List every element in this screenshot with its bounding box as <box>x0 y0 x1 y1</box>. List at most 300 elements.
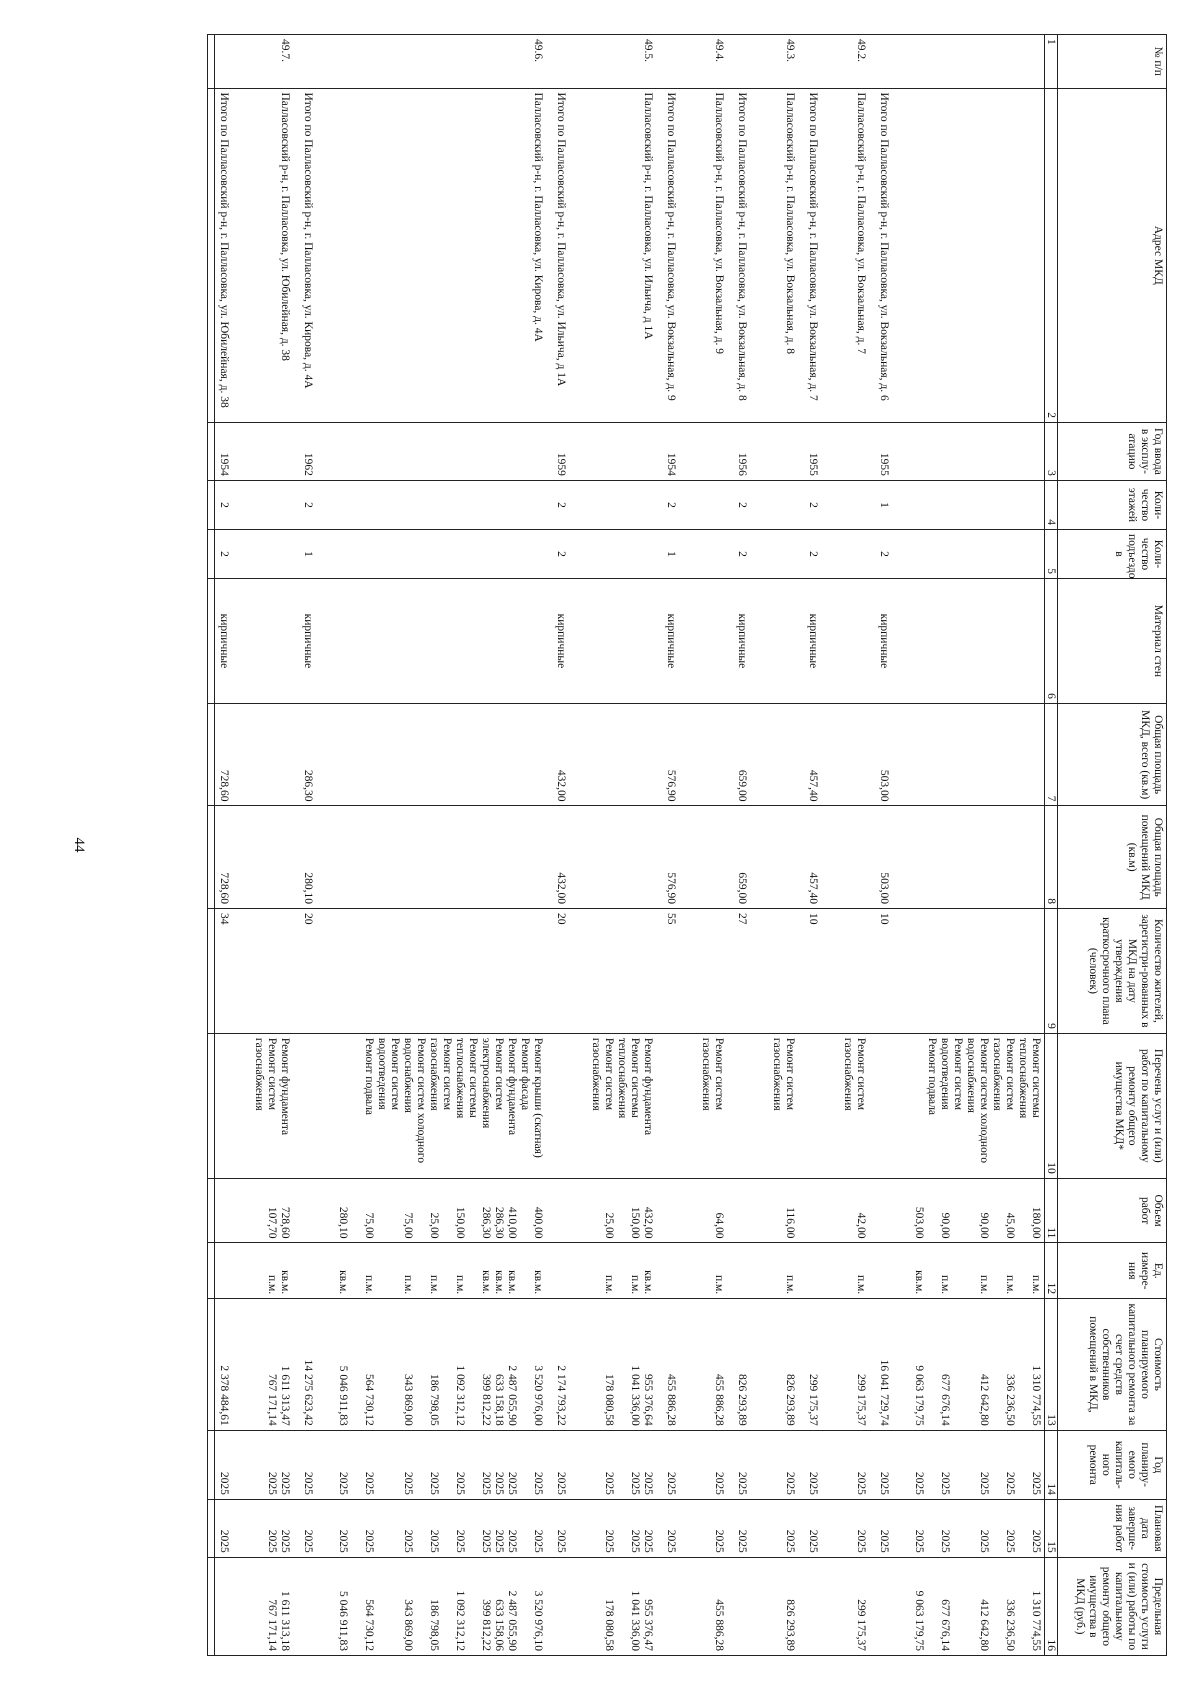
spacer-cell <box>798 1243 804 1299</box>
wall-material-cell: кирпичные <box>662 579 691 704</box>
spacer-cell <box>798 422 804 480</box>
cell-line: 2025 <box>807 1529 819 1553</box>
spacer-cell <box>244 1499 250 1557</box>
cell-line: 826 293,89 <box>784 1599 796 1651</box>
work-volume-cell <box>250 1178 293 1243</box>
cell-line: 2025 <box>1030 1471 1042 1495</box>
row-number <box>552 35 581 89</box>
spacer-cell <box>904 1299 910 1431</box>
planned-cost-cell <box>334 1299 546 1431</box>
spacer-cell <box>208 806 215 909</box>
column-number: 9 <box>1045 909 1058 1034</box>
address-cell <box>910 88 1045 422</box>
cell-line: 286,30 <box>493 1206 505 1239</box>
column-number: 14 <box>1045 1430 1058 1499</box>
spacer-cell <box>904 529 910 578</box>
limit-cost-cell <box>552 1557 581 1655</box>
cell-line: 299 175,37 <box>855 1599 867 1651</box>
year-built-cell: 1954 <box>215 422 245 480</box>
rooms-area-cell <box>910 806 1045 909</box>
cell-line: 2025 <box>642 1529 654 1553</box>
cell-line: 2025 <box>279 1471 291 1495</box>
entrances-cell <box>334 529 546 578</box>
spacer-cell <box>581 529 587 578</box>
spacer-cell <box>208 88 215 422</box>
spacer-cell <box>798 579 804 704</box>
row-number: 49.3. <box>768 35 798 89</box>
limit-cost-cell <box>697 1557 727 1655</box>
spacer-cell <box>244 88 250 422</box>
spacer-cell <box>208 579 215 704</box>
column-number: 15 <box>1045 1499 1058 1557</box>
cell-line: 14 275 623,42 <box>302 1359 314 1426</box>
spacer-cell <box>904 1178 910 1243</box>
cell-line: кв.м. <box>506 1270 518 1295</box>
spacer-cell <box>798 1033 804 1178</box>
cell-line: 2025 <box>784 1471 796 1495</box>
planned-cost-cell <box>733 1299 762 1431</box>
spacer-cell <box>328 1557 334 1655</box>
column-number: 1 <box>1045 35 1058 89</box>
cell-line: 2025 <box>337 1471 349 1495</box>
rooms-area-cell <box>697 806 727 909</box>
spacer-cell <box>328 909 334 1034</box>
spacer-cell <box>244 1243 250 1299</box>
spacer-cell <box>656 529 662 578</box>
work-type-cell <box>839 1033 869 1178</box>
spacer-cell <box>762 579 768 704</box>
work-type-cell <box>215 1033 245 1178</box>
limit-cost-cell <box>587 1557 656 1655</box>
cell-line: 2025 <box>913 1529 925 1553</box>
year-built-cell <box>250 422 293 480</box>
spacer-cell <box>244 1430 250 1499</box>
spacer-cell <box>656 1033 662 1178</box>
spacer-cell <box>869 480 875 529</box>
column-number: 8 <box>1045 806 1058 909</box>
cell-line: 2025 <box>855 1529 867 1553</box>
year-built-cell <box>697 422 727 480</box>
cell-line: п.м. <box>363 1274 375 1295</box>
cell-line: кв.м. <box>913 1270 925 1295</box>
entrances-cell: 2 <box>875 529 904 578</box>
spacer-cell <box>762 703 768 806</box>
floors-cell <box>697 480 727 529</box>
total-area-cell: 576,90 <box>662 703 691 806</box>
table-row <box>768 35 798 1656</box>
spacer-cell <box>727 35 733 89</box>
total-area-cell: 432,00 <box>552 703 581 806</box>
spacer-cell <box>581 88 587 422</box>
completion-year-cell <box>662 1499 691 1557</box>
cell-line: 2025 <box>532 1471 544 1495</box>
rooms-area-cell: 659,00 <box>733 806 762 909</box>
row-number: 49.5. <box>587 35 656 89</box>
cell-line: 767 171,14 <box>266 1599 278 1651</box>
cell-line: 2025 <box>402 1529 414 1553</box>
spacer-cell <box>656 703 662 806</box>
work-type-cell <box>733 1033 762 1178</box>
spacer-cell <box>293 422 299 480</box>
spacer-cell <box>328 579 334 704</box>
spacer-cell <box>904 1430 910 1499</box>
rotated-landscape-sheet <box>45 34 1167 1656</box>
spacer-cell <box>869 1499 875 1557</box>
wall-material-cell: кирпичные <box>875 579 904 704</box>
completion-year-cell <box>875 1499 904 1557</box>
cell-line: 3 520 976,00 <box>532 1365 544 1426</box>
unit-cell <box>875 1243 904 1299</box>
spacer-cell <box>656 806 662 909</box>
residents-cell <box>250 909 293 1034</box>
floors-cell: 2 <box>662 480 691 529</box>
residents-cell: 34 <box>215 909 245 1034</box>
spacer-cell <box>869 1033 875 1178</box>
rooms-area-cell <box>839 806 869 909</box>
spacer-cell <box>798 703 804 806</box>
spacer-cell <box>656 1178 662 1243</box>
year-built-cell: 1954 <box>662 422 691 480</box>
work-volume-cell <box>215 1178 245 1243</box>
address-cell: Палласовский р-н, г. Палласовка, ул. Вокзальная, д. 8 <box>768 88 798 422</box>
spacer-cell <box>833 35 839 89</box>
cell-line: 1 611 313,47 <box>279 1365 291 1426</box>
cell-line: 25,00 <box>603 1212 615 1239</box>
cell-line: 955 376,64 <box>642 1373 654 1426</box>
spacer-cell <box>328 1430 334 1499</box>
cell-line: 2025 <box>454 1529 466 1553</box>
entrances-cell <box>839 529 869 578</box>
cell-line: п.м. <box>939 1274 951 1295</box>
spacer-cell <box>869 529 875 578</box>
column-number: 5 <box>1045 529 1058 578</box>
cell-line: 2 378 484,61 <box>218 1365 230 1426</box>
column-header: Коли-чество подъездо в <box>1058 529 1167 578</box>
cell-line: 2025 <box>713 1471 725 1495</box>
spacer-cell <box>581 1430 587 1499</box>
cell-line: 2025 <box>629 1471 641 1495</box>
unit-cell <box>733 1243 762 1299</box>
spacer-cell <box>546 1499 552 1557</box>
column-number: 7 <box>1045 703 1058 806</box>
cell-line: 2025 <box>878 1529 890 1553</box>
column-header: Адрес МКД <box>1058 88 1167 422</box>
spacer-cell <box>691 909 697 1034</box>
entrances-cell <box>250 529 293 578</box>
spacer-cell <box>904 1033 910 1178</box>
spacer-cell <box>762 1033 768 1178</box>
table-body <box>208 35 1045 1656</box>
row-number <box>733 35 762 89</box>
spacer-cell <box>656 1243 662 1299</box>
spacer-cell <box>293 1430 299 1499</box>
cell-line: 2025 <box>603 1529 615 1553</box>
spacer-cell <box>546 35 552 89</box>
spacer-cell <box>581 35 587 89</box>
unit-cell <box>552 1243 581 1299</box>
row-number: 49.4. <box>697 35 727 89</box>
spacer-cell <box>581 1178 587 1243</box>
work-type-cell <box>697 1033 727 1178</box>
cell-line: 2025 <box>480 1471 492 1495</box>
spacer-cell <box>581 1033 587 1178</box>
residents-cell <box>587 909 656 1034</box>
cell-line: Ремонт системы теплоснабжения <box>1017 1037 1042 1119</box>
cell-line: п.м. <box>713 1274 725 1295</box>
year-built-cell: 1959 <box>552 422 581 480</box>
spacer-cell <box>691 1299 697 1431</box>
work-volume-cell <box>910 1178 1045 1243</box>
planned-cost-cell <box>299 1299 328 1431</box>
plan-year-cell <box>215 1430 245 1499</box>
spacer-cell <box>727 1243 733 1299</box>
table-row <box>839 35 869 1656</box>
row-spacer <box>798 35 804 1656</box>
spacer-cell <box>727 480 733 529</box>
spacer-cell <box>546 88 552 422</box>
cell-line: п.м. <box>266 1274 278 1295</box>
spacer-cell <box>293 1178 299 1243</box>
row-spacer <box>691 35 697 1656</box>
planned-cost-cell <box>839 1299 869 1431</box>
limit-cost-cell <box>662 1557 691 1655</box>
cell-line: 2025 <box>555 1529 567 1553</box>
total-area-cell: 659,00 <box>733 703 762 806</box>
total-area-cell: 728,60 <box>215 703 245 806</box>
floors-cell <box>839 480 869 529</box>
cell-line: 2025 <box>279 1529 291 1553</box>
spacer-cell <box>208 909 215 1034</box>
planned-cost-cell <box>552 1299 581 1431</box>
entrances-cell: 1 <box>299 529 328 578</box>
column-header: Общая площадь МКД, всего (кв.м) <box>1058 703 1167 806</box>
spacer-cell <box>244 909 250 1034</box>
cell-line: 2025 <box>939 1529 951 1553</box>
cell-line: 2025 <box>266 1471 278 1495</box>
cell-line: 1 092 312,12 <box>454 1365 466 1426</box>
spacer-cell <box>691 1430 697 1499</box>
spacer-cell <box>762 1299 768 1431</box>
spacer-cell <box>727 1033 733 1178</box>
work-volume-cell <box>552 1178 581 1243</box>
spacer-cell <box>833 480 839 529</box>
spacer-cell <box>208 1430 215 1499</box>
cell-line: 1 092 312,12 <box>454 1590 466 1651</box>
spacer-cell <box>546 1243 552 1299</box>
spacer-cell <box>546 703 552 806</box>
cell-line: 178 080,58 <box>603 1373 615 1426</box>
spacer-cell <box>762 422 768 480</box>
cell-line: 186 798,05 <box>428 1599 440 1651</box>
work-volume-cell <box>662 1178 691 1243</box>
cell-line: Ремонт систем газоснабжения <box>700 1037 725 1111</box>
spacer-cell <box>869 35 875 89</box>
spacer-cell <box>691 806 697 909</box>
planned-cost-cell <box>768 1299 798 1431</box>
plan-year-cell <box>768 1430 798 1499</box>
cell-line: Ремонт фундамента <box>506 1037 518 1136</box>
spacer-cell <box>208 529 215 578</box>
row-number <box>804 35 833 89</box>
cell-line: 2025 <box>337 1529 349 1553</box>
cell-line: 2025 <box>363 1471 375 1495</box>
spacer-cell <box>869 703 875 806</box>
cell-line: 2025 <box>978 1471 990 1495</box>
plan-year-cell <box>697 1430 727 1499</box>
address-cell: Палласовский р-н, г. Палласовка, ул. Юбилейная, д. 38 <box>250 88 293 422</box>
cell-line: п.м. <box>428 1274 440 1295</box>
spacer-cell <box>656 1430 662 1499</box>
spacer-cell <box>833 806 839 909</box>
cell-line: Ремонт систем газоснабжения <box>842 1037 867 1111</box>
spacer-cell <box>293 529 299 578</box>
cell-line: Ремонт систем газоснабжения <box>991 1037 1016 1111</box>
spacer-cell <box>727 422 733 480</box>
spacer-cell <box>727 579 733 704</box>
spacer-cell <box>581 422 587 480</box>
wall-material-cell <box>334 579 546 704</box>
column-number: 11 <box>1045 1178 1058 1243</box>
year-built-cell: 1962 <box>299 422 328 480</box>
spacer-cell <box>762 806 768 909</box>
cell-line: Ремонт системы теплоснабжения <box>616 1037 641 1119</box>
plan-year-cell <box>587 1430 656 1499</box>
residents-cell: 10 <box>804 909 833 1034</box>
work-type-cell <box>334 1033 546 1178</box>
year-built-cell <box>334 422 546 480</box>
total-area-cell: 457,40 <box>804 703 833 806</box>
cell-line: Ремонт систем холодного водоснабжения <box>965 1037 990 1163</box>
cell-line: 400,00 <box>532 1206 544 1239</box>
spacer-cell <box>904 579 910 704</box>
spacer-cell <box>833 1430 839 1499</box>
column-header: Предельная стоимость услуги и (или) работы по капитальному ремонту общего имущества в МКД (руб.) <box>1058 1557 1167 1655</box>
table-row <box>334 35 546 1656</box>
entrances-cell: 2 <box>552 529 581 578</box>
spacer-cell <box>293 703 299 806</box>
rooms-area-cell <box>768 806 798 909</box>
cell-line: 2025 <box>454 1471 466 1495</box>
spacer-cell <box>762 35 768 89</box>
cell-line: 5 046 911,83 <box>337 1591 349 1651</box>
spacer-cell <box>208 422 215 480</box>
rooms-area-cell: 280,10 <box>299 806 328 909</box>
work-volume-cell <box>839 1178 869 1243</box>
spacer-cell <box>293 480 299 529</box>
completion-year-cell <box>910 1499 1045 1557</box>
spacer-cell <box>656 480 662 529</box>
residents-cell <box>839 909 869 1034</box>
total-area-cell: 503,00 <box>875 703 904 806</box>
rooms-area-cell <box>250 806 293 909</box>
spacer-cell <box>904 88 910 422</box>
cell-line: 343 869,00 <box>402 1599 414 1651</box>
entrances-cell <box>587 529 656 578</box>
address-cell: Итого по Палласовский р-н, г. Палласовка, ул. Кирова, д. 4А <box>299 88 328 422</box>
spacer-cell <box>691 88 697 422</box>
address-cell: Итого по Палласовский р-н, г. Палласовка, ул. Вокзальная, д. 7 <box>804 88 833 422</box>
cell-line: 286,30 <box>480 1206 492 1239</box>
entrances-cell: 2 <box>733 529 762 578</box>
cell-line: 564 730,12 <box>363 1373 375 1426</box>
spacer-cell <box>833 579 839 704</box>
cell-line: 178 080,58 <box>603 1599 615 1651</box>
plan-year-cell <box>839 1430 869 1499</box>
total-area-cell <box>334 703 546 806</box>
cell-line: п.м. <box>454 1274 466 1295</box>
column-header: Год ввода в эксплу-атацию <box>1058 422 1167 480</box>
cell-line: 826 293,89 <box>736 1373 748 1426</box>
spacer-cell <box>546 579 552 704</box>
row-number: 49.6. <box>334 35 546 89</box>
table-row <box>697 35 727 1656</box>
residents-cell: 20 <box>552 909 581 1034</box>
spacer-cell <box>546 480 552 529</box>
completion-year-cell <box>334 1499 546 1557</box>
spacer-cell <box>762 909 768 1034</box>
rooms-area-cell <box>334 806 546 909</box>
spacer-cell <box>691 1033 697 1178</box>
column-number-row <box>1045 35 1058 1656</box>
limit-cost-cell <box>299 1557 328 1655</box>
spacer-cell <box>293 1557 299 1655</box>
cell-line: 2025 <box>913 1471 925 1495</box>
residents-cell: 10 <box>875 909 904 1034</box>
cell-line: 150,00 <box>629 1206 641 1239</box>
spacer-cell <box>691 1178 697 1243</box>
spacer-cell <box>328 88 334 422</box>
plan-year-cell <box>804 1430 833 1499</box>
spacer-cell <box>546 806 552 909</box>
cell-line: Ремонт систем холодного водоснабжения <box>402 1037 427 1163</box>
address-cell: Итого по Палласовский р-н, г. Палласовка, ул. Вокзальная, д. 8 <box>733 88 762 422</box>
column-number: 2 <box>1045 88 1058 422</box>
address-cell: Палласовский р-н, г. Палласовка, ул. Вокзальная, д. 7 <box>839 88 869 422</box>
spacer-cell <box>244 1178 250 1243</box>
cell-line: п.м. <box>603 1274 615 1295</box>
spacer-cell <box>727 88 733 422</box>
cell-line: кв.м. <box>642 1270 654 1295</box>
wall-material-cell <box>697 579 727 704</box>
row-number: 49.2. <box>839 35 869 89</box>
capital-repair-table <box>207 34 1167 1656</box>
spacer-cell <box>762 1557 768 1655</box>
address-cell: Итого по Палласовский р-н, г. Палласовка, ул. Юбилейная, д. 38 <box>215 88 245 422</box>
spacer-cell <box>727 909 733 1034</box>
spacer-cell <box>293 806 299 909</box>
plan-year-cell <box>910 1430 1045 1499</box>
spacer-cell <box>833 909 839 1034</box>
wall-material-cell: кирпичные <box>215 579 245 704</box>
residents-cell <box>768 909 798 1034</box>
spacer-cell <box>833 1178 839 1243</box>
spacer-cell <box>833 1499 839 1557</box>
residents-cell <box>334 909 546 1034</box>
floors-cell: 1 <box>875 480 904 529</box>
completion-year-cell <box>733 1499 762 1557</box>
row-spacer <box>869 35 875 1656</box>
limit-cost-cell <box>875 1557 904 1655</box>
total-area-cell: 286,30 <box>299 703 328 806</box>
table-row <box>587 35 656 1656</box>
cell-line: Ремонт систем газоснабжения <box>253 1037 278 1111</box>
spacer-cell <box>798 909 804 1034</box>
entrances-cell <box>697 529 727 578</box>
cell-line: 336 236,50 <box>1004 1599 1016 1651</box>
spacer-cell <box>904 909 910 1034</box>
cell-line: 455 886,28 <box>665 1373 677 1426</box>
cell-line: 455 886,28 <box>713 1373 725 1426</box>
